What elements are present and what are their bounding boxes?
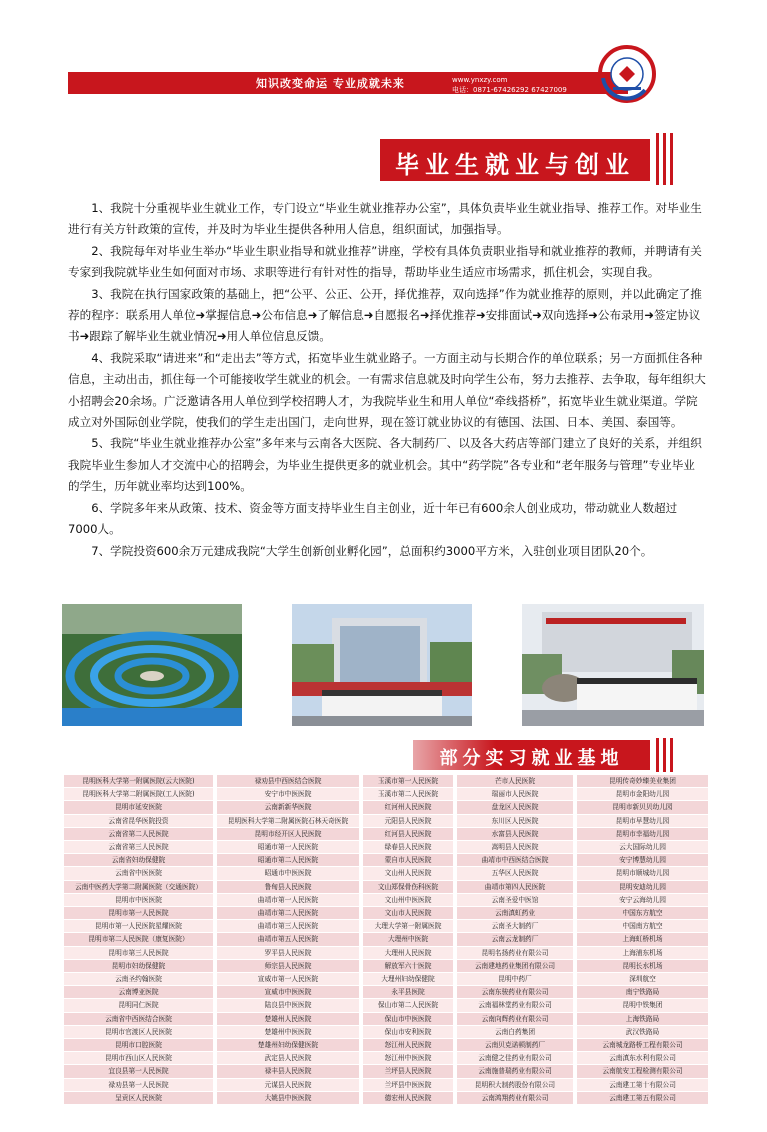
table-row: [64, 933, 708, 946]
base-name-cell: 昆明名扬药业有限公司: [457, 946, 573, 959]
base-name-cell: 昆明市中医医院: [64, 893, 213, 906]
base-name-cell: 昭通市第一人民医院: [217, 841, 359, 854]
table-row: [64, 893, 708, 906]
base-name-cell: 曲靖市第四人民医院: [457, 880, 573, 893]
base-name-cell: 楚雄州人民医院: [217, 1012, 359, 1025]
base-name-cell: 云南省妇幼保健院: [64, 854, 213, 867]
base-name-cell: 昆明市顺城幼儿园: [577, 867, 708, 880]
base-name-cell: 曲靖市第一人民医院: [217, 893, 359, 906]
base-name-cell: 昆明安迪幼儿园: [577, 880, 708, 893]
base-name-cell: 安宁云海幼儿园: [577, 893, 708, 906]
base-name-cell: 宣威市第一人民医院: [217, 973, 359, 986]
base-name-cell: 文山郑保骨伤科医院: [363, 880, 453, 893]
base-name-cell: 昆明市第三人民医院: [64, 946, 213, 959]
table-row: [64, 841, 708, 854]
base-name-cell: 昆明同仁医院: [64, 999, 213, 1012]
paragraph-5: 5、我院“毕业生就业推荐办公室”多年来与云南各大医院、各大制药厂、以及各大药店等部门建立了良好的关系，并组织我院毕业生参加人才交流中心的招聘会，为毕业生提供更多的就业机会。其中“药学院”各专业和“老年服务与管理”专业毕业的学生，历年就业率均达到100%。: [68, 436, 702, 494]
base-name-cell: 文山州中医医院: [363, 893, 453, 906]
paragraph-6: 6、学院多年来从政策、技术、资金等方面支持毕业生自主创业，近十年已有600余人创业成功，带动就业人数超过7000人。: [68, 500, 678, 537]
table-row: [64, 827, 708, 840]
base-name-cell: 云南云龙制药厂: [457, 933, 573, 946]
base-name-cell: 安宁博慧幼儿园: [577, 854, 708, 867]
phone-text: 电话：0871-67426292 67427009: [452, 86, 567, 94]
base-name-cell: 东川区人民医院: [457, 814, 573, 827]
base-name-cell: 禄劝县第一人民医院: [64, 1078, 213, 1091]
base-name-cell: 云南省中医医院: [64, 867, 213, 880]
base-name-cell: 蒙自市人民医院: [363, 854, 453, 867]
base-name-cell: 禄劝县中西医结合医院: [217, 775, 359, 788]
section-title-text: 毕业生就业与创业: [395, 150, 635, 179]
base-name-cell: 昆明医科大学第一附属医院(云大医院): [64, 775, 213, 788]
base-name-cell: 鲁甸县人民医院: [217, 880, 359, 893]
base-name-cell: 文山市人民医院: [363, 907, 453, 920]
base-name-cell: 云南圣约翰医院: [64, 973, 213, 986]
base-name-cell: 芒市人民医院: [457, 775, 573, 788]
base-name-cell: 上海虹桥机场: [577, 933, 708, 946]
base-name-cell: 昭通市中医医院: [217, 867, 359, 880]
base-name-cell: 云南鸿翔药业有限公司: [457, 1091, 573, 1104]
table-row: [64, 1025, 708, 1038]
base-name-cell: 楚雄州中医医院: [217, 1025, 359, 1038]
base-name-cell: 云南贝克诺顿制药厂: [457, 1039, 573, 1052]
table-row: [64, 814, 708, 827]
base-name-cell: 云南博亚医院: [64, 986, 213, 999]
base-name-cell: 武定县人民医院: [217, 1052, 359, 1065]
base-name-cell: 南宁铁路局: [577, 986, 708, 999]
base-name-cell: 云南建工第十有限公司: [577, 1078, 708, 1091]
base-name-cell: 怒江州人民医院: [363, 1039, 453, 1052]
base-name-cell: 曲靖市第三人民医院: [217, 920, 359, 933]
base-name-cell: 云南省第二人民医院: [64, 827, 213, 840]
base-name-cell: 昆明市幸福幼儿园: [577, 827, 708, 840]
base-name-cell: 永平县医院: [363, 986, 453, 999]
title-stripes: [656, 738, 676, 772]
base-name-cell: 云南省昆华医院投资: [64, 814, 213, 827]
paragraph-7: 7、学院投资600余万元建成我院“大学生创新创业孵化园”，总面积约3000平方米，入驻创业项目团队20个。: [91, 543, 653, 558]
base-name-cell: 昆明市延安医院: [64, 801, 213, 814]
base-name-cell: 红河县人民医院: [363, 827, 453, 840]
base-name-cell: 中国南方航空: [577, 920, 708, 933]
base-name-cell: 盘龙区人民医院: [457, 801, 573, 814]
header-slogan: 知识改变命运 专业成就未来: [256, 77, 405, 90]
base-name-cell: 解放军六十医院: [363, 959, 453, 972]
base-name-cell: 兰坪县中医医院: [363, 1078, 453, 1091]
table-row: [64, 1065, 708, 1078]
base-name-cell: 云南健之佳药业有限公司: [457, 1052, 573, 1065]
base-name-cell: 保山市中医医院: [363, 1012, 453, 1025]
table-row: [64, 880, 708, 893]
paragraph-1: 1、我院十分重视毕业生就业工作，专门设立“毕业生就业推荐办公室”，具体负责毕业生就业指导、推荐工作。对毕业生进行有关方针政策的宣传，并及时为毕业生提供各种用人信息，组织面试，加强指导。: [68, 201, 702, 237]
base-name-cell: 昆明中药厂: [457, 973, 573, 986]
base-name-cell: 师宗县人民医院: [217, 959, 359, 972]
base-name-cell: 云南中医药大学第二附属医院（交通医院）: [64, 880, 213, 893]
table-row: [64, 788, 708, 801]
base-name-cell: 云南省中西医结合医院: [64, 1012, 213, 1025]
base-name-cell: 昆明市早慧幼儿园: [577, 814, 708, 827]
base-name-cell: 呈贡区人民医院: [64, 1091, 213, 1104]
base-name-cell: 玉溪市第二人民医院: [363, 788, 453, 801]
base-name-cell: 昆明市西山区人民医院: [64, 1052, 213, 1065]
base-name-cell: 楚雄州妇幼保健医院: [217, 1039, 359, 1052]
students-campus-photo: [522, 604, 704, 726]
base-name-cell: 玉溪市第一人民医院: [363, 775, 453, 788]
base-name-cell: 云南东骏药业有限公司: [457, 986, 573, 999]
base-name-cell: 大理州中医院: [363, 933, 453, 946]
table-row: [64, 986, 708, 999]
base-name-cell: 元阳县人民医院: [363, 814, 453, 827]
bases-table: [64, 775, 708, 1105]
base-name-cell: 嵩明县人民医院: [457, 841, 573, 854]
table-row: [64, 867, 708, 880]
table-row: [64, 854, 708, 867]
base-name-cell: 云南城龙路桥工程有限公司: [577, 1039, 708, 1052]
job-fair-photo: [62, 604, 242, 726]
base-name-cell: 云南新新华医院: [217, 801, 359, 814]
base-name-cell: 兰坪县人民医院: [363, 1065, 453, 1078]
base-name-cell: 曲靖市第五人民医院: [217, 933, 359, 946]
title-stripes: [656, 133, 676, 185]
table-row: [64, 973, 708, 986]
base-name-cell: 云南航安工程检测有限公司: [577, 1065, 708, 1078]
base-name-cell: 昆明市新贝贝幼儿园: [577, 801, 708, 814]
base-name-cell: 云南圣大制药厂: [457, 920, 573, 933]
base-name-cell: 昆明市第一人民医院星耀医院: [64, 920, 213, 933]
base-name-cell: 大姚县中医医院: [217, 1091, 359, 1104]
base-name-cell: 元谋县人民医院: [217, 1078, 359, 1091]
base-name-cell: 昆明市妇幼保健院: [64, 959, 213, 972]
base-name-cell: 云南向辉药业有限公司: [457, 1012, 573, 1025]
paragraph-3: 3、我院在执行国家政策的基础上，把“公平、公正、公开，择优推荐，双向选择”作为就业推荐的原则，并以此确定了推荐的程序：联系用人单位➜掌握信息➜公布信息➜了解信息➜自愿报名➜择优推荐➜安排面试➜双向选择➜公布录用➜签定协议书➜跟踪了解毕业生就业情况➜用人单位信息反馈。: [68, 286, 702, 344]
base-name-cell: 上海铁路局: [577, 1012, 708, 1025]
base-name-cell: 昆明市金阳幼儿园: [577, 788, 708, 801]
base-name-cell: 陆良县中医医院: [217, 999, 359, 1012]
base-name-cell: 保山市安利医院: [363, 1025, 453, 1038]
table-row: [64, 1052, 708, 1065]
table-row: [64, 1078, 708, 1091]
paragraph-4: 4、我院采取“请进来”和“走出去”等方式，拓宽毕业生就业路子。一方面主动与长期合作的单位联系；另一方面抓住各种信息，主动出击，抓住每一个可能接收学生就业的机会。一有需求信息就及时向学生公布，努力去推荐、去争取，每年组织大小招聘会20余场。广泛邀请各用人单位到学校招聘人才，为我院毕业生和用人单位“牵线搭桥”，拓宽毕业生就业渠道。学院成立对外国际创业学院，使我们的学生走出国门，走向世界，现在签订就业协议的有德国、法国、日本、美国、泰国等。: [68, 350, 706, 430]
base-name-cell: 昆明中铁集团: [577, 999, 708, 1012]
base-name-cell: 云南福林堂药业有限公司: [457, 999, 573, 1012]
section-title-bases: [413, 740, 650, 770]
table-row: [64, 907, 708, 920]
base-name-cell: 云南建地药业集团有限公司: [457, 959, 573, 972]
base-name-cell: 昆明医科大学第二附属医院(工人医院): [64, 788, 213, 801]
table-row: [64, 1091, 708, 1104]
table-row: [64, 775, 708, 788]
base-name-cell: 昭通市第二人民医院: [217, 854, 359, 867]
base-name-cell: 武汉铁路局: [577, 1025, 708, 1038]
base-name-cell: 昆明市经开区人民医院: [217, 827, 359, 840]
base-name-cell: 安宁市中医医院: [217, 788, 359, 801]
table-row: [64, 1012, 708, 1025]
base-name-cell: 罗平县人民医院: [217, 946, 359, 959]
base-name-cell: 曲靖市中西医结合医院: [457, 854, 573, 867]
base-name-cell: 保山市第二人民医院: [363, 999, 453, 1012]
table-row: [64, 801, 708, 814]
section-title-employment: [380, 139, 650, 181]
employment-body: [68, 198, 706, 562]
table-row: [64, 999, 708, 1012]
paragraph-2: 2、我院每年对毕业生举办“毕业生职业指导和就业推荐”讲座，学校有具体负责职业指导和就业推荐的教师，并聘请有关专家到我院就毕业生如何面对市场、求职等进行有针对性的指导，帮助毕业生适应市场需求，抓住机会，实现自我。: [68, 243, 702, 280]
base-name-cell: 云南省第三人民医院: [64, 841, 213, 854]
base-name-cell: 昆明积大制药股份有限公司: [457, 1078, 573, 1091]
base-name-cell: 宣威市中医医院: [217, 986, 359, 999]
base-name-cell: 昆明市第一人民医院: [64, 907, 213, 920]
base-name-cell: 大理大学第一附属医院: [363, 920, 453, 933]
graduates-group-photo: [292, 604, 472, 726]
base-name-cell: 瑞丽市人民医院: [457, 788, 573, 801]
base-name-cell: 昆明市第二人民医院（康复医院）: [64, 933, 213, 946]
section-title-text: 部分实习就业基地: [439, 748, 624, 769]
base-name-cell: 昆明长水机场: [577, 959, 708, 972]
base-name-cell: 德宏州人民医院: [363, 1091, 453, 1104]
base-name-cell: 云南圣爱中医馆: [457, 893, 573, 906]
website-text: www.ynxzy.com: [452, 76, 508, 84]
table-row: [64, 959, 708, 972]
base-name-cell: 宜良县第一人民医院: [64, 1065, 213, 1078]
base-name-cell: 云南滇东水利有限公司: [577, 1052, 708, 1065]
base-name-cell: 昆明传奇妙臻美业集团: [577, 775, 708, 788]
contact-info: [452, 75, 567, 95]
base-name-cell: 曲靖市第二人民医院: [217, 907, 359, 920]
base-name-cell: 绿春县人民医院: [363, 841, 453, 854]
base-name-cell: 昆明医科大学第二附属医院石林天奇医院: [217, 814, 359, 827]
base-name-cell: 昆明市官渡区人民医院: [64, 1025, 213, 1038]
base-name-cell: 怒江州中医医院: [363, 1052, 453, 1065]
base-name-cell: 云大国际幼儿园: [577, 841, 708, 854]
base-name-cell: 五华区人民医院: [457, 867, 573, 880]
base-name-cell: 云南滇虹药业: [457, 907, 573, 920]
base-name-cell: 云南白药集团: [457, 1025, 573, 1038]
base-name-cell: 红河州人民医院: [363, 801, 453, 814]
base-name-cell: 文山州人民医院: [363, 867, 453, 880]
base-name-cell: 大理州人民医院: [363, 946, 453, 959]
base-name-cell: 大理州妇幼保健院: [363, 973, 453, 986]
base-name-cell: 上海浦东机场: [577, 946, 708, 959]
school-emblem-icon: [595, 42, 659, 106]
table-row: [64, 920, 708, 933]
base-name-cell: 云南施普瑞药业有限公司: [457, 1065, 573, 1078]
base-name-cell: 昆明市口腔医院: [64, 1039, 213, 1052]
base-name-cell: 云南建工第五有限公司: [577, 1091, 708, 1104]
base-name-cell: 水富县人民医院: [457, 827, 573, 840]
table-row: [64, 946, 708, 959]
table-row: [64, 1039, 708, 1052]
base-name-cell: 中国东方航空: [577, 907, 708, 920]
base-name-cell: 禄丰县人民医院: [217, 1065, 359, 1078]
base-name-cell: 深圳航空: [577, 973, 708, 986]
